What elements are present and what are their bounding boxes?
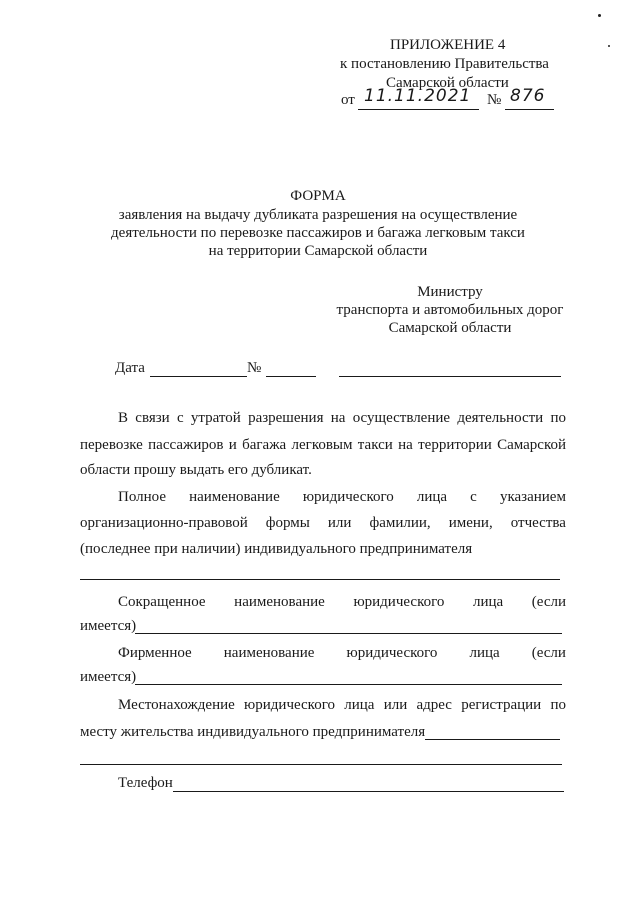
addressee-line-3: Самарской области <box>388 320 512 336</box>
paragraph-1-line-1: В связи с утратой разрешения на осуществление деятельности по <box>118 410 566 426</box>
location-line-1: Местонахождение юридического лица или адрес регистрации по <box>118 697 566 713</box>
scan-speck <box>598 14 601 17</box>
paragraph-1-line-3: области прошу выдать его дубликат. <box>80 462 312 478</box>
short-name-line-1: Сокращенное наименование юридического лица (если <box>118 594 566 610</box>
decree-date-line <box>358 109 479 110</box>
phone-label: Телефон <box>118 775 173 791</box>
paragraph-1-line-2: перевозке пассажиров и багажа легковым такси на территории Самарской <box>80 437 566 453</box>
short-name-blank-line[interactable] <box>135 633 562 634</box>
form-title-line-3: на территории Самарской области <box>208 243 428 259</box>
brand-name-line-1: Фирменное наименование юридического лица (если <box>118 645 566 661</box>
date-blank-line[interactable] <box>150 376 247 377</box>
form-heading: ФОРМА <box>290 188 346 204</box>
decree-from-label: от <box>341 92 355 108</box>
addressee-line-2: транспорта и автомобильных дорог <box>336 302 564 318</box>
form-title-line-1: заявления на выдачу дубликата разрешения на осуществление <box>118 207 518 223</box>
paragraph-2-line-3: (последнее при наличии) индивидуального предпринимателя <box>80 541 473 557</box>
decree-number-line <box>505 109 554 110</box>
brand-name-line-2: имеется) <box>80 669 137 685</box>
paragraph-2-line-2: организационно-правовой формы или фамилии, имени, отчества <box>80 515 566 531</box>
scan-speck <box>608 45 610 47</box>
location-extra-blank-line[interactable] <box>80 764 562 765</box>
date-number-blank-line[interactable] <box>266 376 316 377</box>
location-line-2: месту жительства индивидуального предпринимателя <box>80 724 426 740</box>
decree-date-handwritten: 11.11.2021 <box>364 86 472 106</box>
decree-number-handwritten: 876 <box>510 86 546 106</box>
form-title-line-2: деятельности по перевозке пассажиров и багажа легковым такси <box>111 225 525 241</box>
paragraph-2-line-1: Полное наименование юридического лица с указанием <box>118 489 566 505</box>
signature-blank-line[interactable] <box>339 376 561 377</box>
decree-number-label: № <box>487 92 502 108</box>
short-name-line-2: имеется) <box>80 618 137 634</box>
date-number-label: № <box>247 360 262 376</box>
appendix-number: ПРИЛОЖЕНИЕ 4 <box>390 37 506 53</box>
phone-blank-line[interactable] <box>173 791 564 792</box>
addressee-line-1: Министру <box>417 284 483 300</box>
full-name-blank-line[interactable] <box>80 579 560 580</box>
date-label: Дата <box>115 360 145 376</box>
appendix-region-line: Самарской области <box>386 75 509 91</box>
appendix-decree-line: к постановлению Правительства <box>340 56 549 72</box>
location-blank-line[interactable] <box>425 739 560 740</box>
brand-name-blank-line[interactable] <box>135 684 562 685</box>
